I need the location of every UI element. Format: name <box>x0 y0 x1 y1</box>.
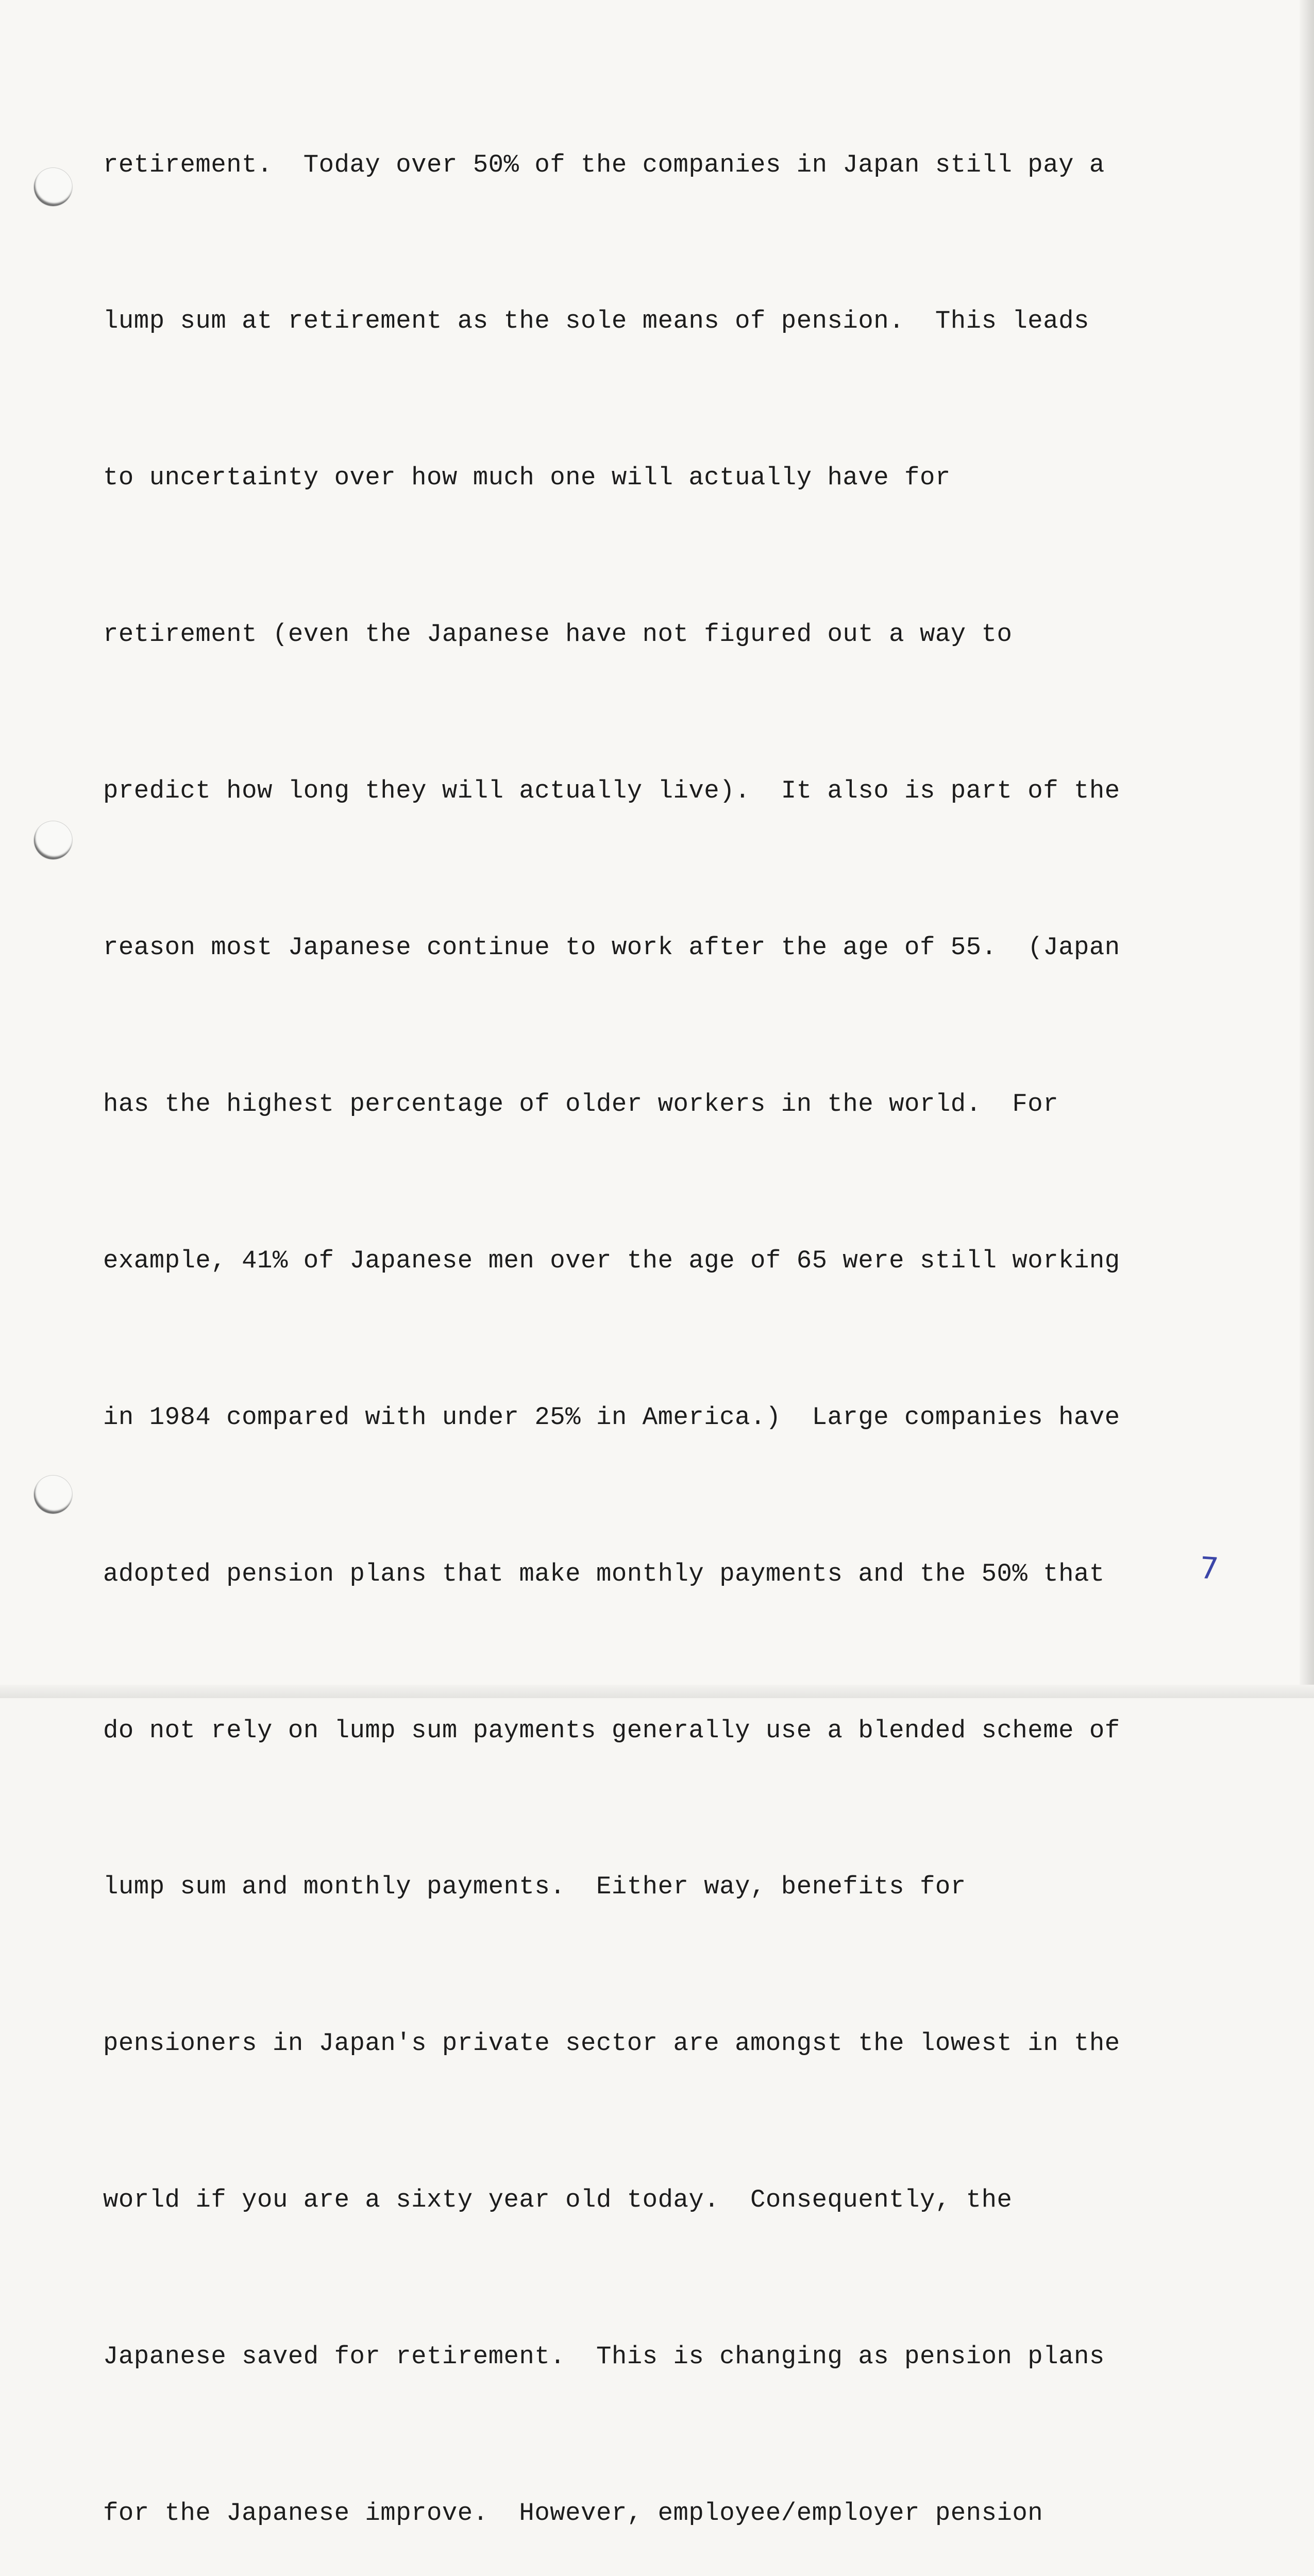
page-edge-right <box>1300 0 1314 1698</box>
text-line: retirement (even the Japanese have not figured out a way to <box>103 620 1013 649</box>
text-line: has the highest percentage of older workers in the world. For <box>103 1089 1059 1118</box>
punch-hole-middle <box>34 821 72 859</box>
text-line: pensioners in Japan's private sector are amongst the lowest in the <box>103 2029 1120 2058</box>
punch-hole-bottom <box>34 1476 72 1514</box>
text-line: lump sum and monthly payments. Either way, benefits for <box>103 1872 966 1902</box>
text-line: for the Japanese improve. However, employee/employer pension <box>103 2498 1043 2528</box>
text-line: to uncertainty over how much one will actually have for <box>103 463 951 493</box>
handwritten-page-number: 7 <box>1198 1550 1220 1587</box>
body-text <box>103 35 1257 2576</box>
text-line: do not rely on lump sum payments generally use a blended scheme of <box>103 1716 1120 1745</box>
text-line: world if you are a sixty year old today. Consequently, the <box>103 2185 1013 2215</box>
text-line: reason most Japanese continue to work after the age of 55. (Japan <box>103 933 1120 962</box>
text-line: adopted pension plans that make monthly payments and the 50% that <box>103 1559 1105 1588</box>
text-line: in 1984 compared with under 25% in America.) Large companies have <box>103 1402 1120 1432</box>
text-line: Japanese saved for retirement. This is changing as pension plans <box>103 2342 1105 2371</box>
text-line: retirement. Today over 50% of the companies in Japan still pay a <box>103 150 1105 179</box>
text-line: lump sum at retirement as the sole means of pension. This leads <box>103 307 1089 336</box>
text-line: predict how long they will actually live). It also is part of the <box>103 776 1120 806</box>
text-line: example, 41% of Japanese men over the age of 65 were still working <box>103 1246 1120 1275</box>
punch-hole-top <box>34 168 72 206</box>
